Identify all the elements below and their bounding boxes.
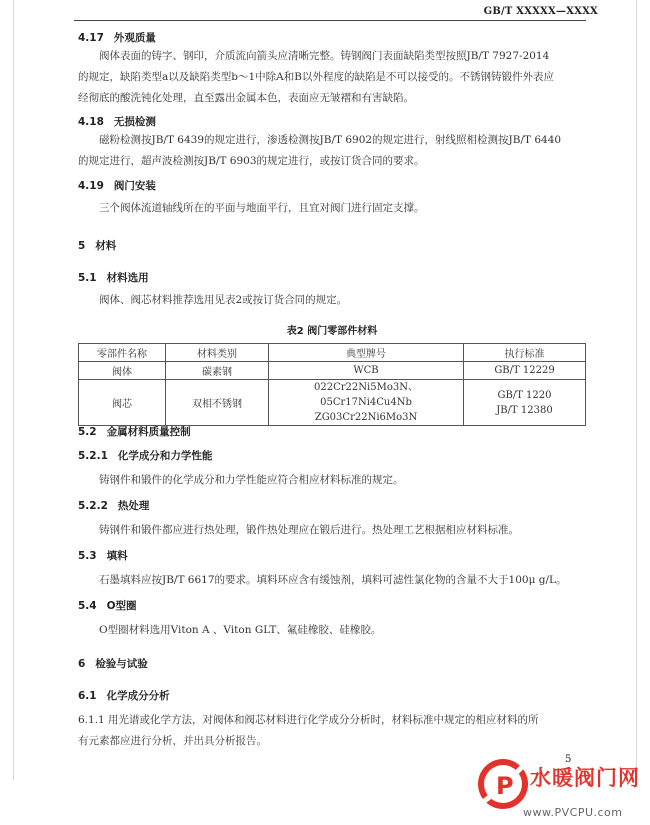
cell-grade: WCB: [269, 362, 464, 380]
heading-5-2: 5.2 金属材料质量控制: [78, 426, 191, 438]
paragraph-6-1-1: 6.1.1 用光谱或化学方法，对阀体和阀芯材料进行化学成分分析时，材料标准中规定的相应材料的所 有元素都应进行分析，并出具分析报告。: [78, 714, 539, 747]
cell-standard: GB/T 12229: [464, 362, 586, 380]
col-header-grade: 典型牌号: [269, 344, 464, 362]
heading-5: 5 材料: [78, 240, 117, 252]
col-header-category: 材料类别: [166, 344, 269, 362]
col-header-part: 零部件名称: [79, 344, 166, 362]
table-row: [79, 380, 586, 426]
materials-table: [78, 343, 586, 426]
cell-standard: GB/T 1220 JB/T 12380: [464, 380, 586, 426]
heading-5-4: 5.4 O型圈: [78, 600, 137, 612]
cell-part: 阀芯: [79, 380, 166, 426]
paragraph-5-2-1: 铸钢件和锻件的化学成分和力学性能应符合相应材料标准的规定。: [99, 474, 404, 486]
heading-5-2-2: 5.2.2 热处理: [78, 500, 150, 512]
paragraph-4-17: 阀体表面的铸字、钢印，介质流向箭头应清晰完整。铸钢阀门表面缺陷类型按照JB/T 7927-2014 的规定，缺陷类型a以及缺陷类型b～1中除A和B以外程度的缺陷是不可以接受的。不锈钢铸锻件外表应 经彻底的酸洗钝化处理，直至露出金属本色，表面应无皱褶和有害缺陷。: [78, 50, 554, 104]
page-number: 5: [565, 754, 572, 765]
site-logo-icon: [473, 754, 533, 814]
heading-4-19: 4.19 阀门安装: [78, 180, 156, 192]
table-row: [79, 362, 586, 380]
paragraph-5-3: 石墨填料应按JB/T 6617的要求。填料环应含有缓蚀剂，填料可滤性氯化物的含量不大于100μ g/L。: [99, 574, 567, 586]
site-url: www.PVCPU.com: [523, 806, 623, 819]
heading-4-18: 4.18 无损检测: [78, 116, 156, 128]
cell-grade: 022Cr22Ni5Mo3N、05Cr17Ni4Cu4Nb ZG03Cr22Ni6Mo3N: [269, 380, 464, 426]
heading-5-3: 5.3 填料: [78, 550, 128, 562]
document-code: GB/T XXXXX—XXXX: [483, 6, 598, 17]
table-caption: 表2 阀门零部件材料: [286, 326, 378, 337]
cell-category: 碳素钢: [166, 362, 269, 380]
site-name: 水暖阀门网: [530, 766, 640, 790]
paragraph-5-2-2: 铸钢件和锻件都应进行热处理，锻件热处理应在锻后进行。热处理工艺根据相应材料标准。: [99, 524, 519, 536]
paragraph-5-4: O型圈材料选用Viton A 、Viton GLT、氟硅橡胶、硅橡胶。: [99, 624, 382, 636]
col-header-standard: 执行标准: [464, 344, 586, 362]
heading-4-17: 4.17 外观质量: [78, 32, 156, 44]
cell-part: 阀体: [79, 362, 166, 380]
heading-6-1: 6.1 化学成分分析: [78, 690, 170, 702]
heading-5-1: 5.1 材料选用: [78, 272, 149, 284]
svg-text:P: P: [496, 772, 514, 800]
cell-category: 双相不锈钢: [166, 380, 269, 426]
heading-6: 6 检验与试验: [78, 658, 148, 670]
table-header-row: [79, 344, 586, 362]
heading-5-2-1: 5.2.1 化学成分和力学性能: [78, 450, 213, 462]
paragraph-4-19: 三个阀体流道轴线所在的平面与地面平行，且宜对阀门进行固定支撑。: [99, 202, 425, 214]
paragraph-5-1: 阀体、阀芯材料推荐选用见表2或按订货合同的规定。: [99, 294, 348, 306]
header-rule: [74, 20, 586, 21]
watermark: [465, 752, 650, 825]
paragraph-4-18: 磁粉检测按JB/T 6439的规定进行，渗透检测按JB/T 6902的规定进行，射线照相检测按JB/T 6440 的规定进行，超声波检测按JB/T 6903的规定进行，或按订货合同的要求。: [78, 134, 562, 167]
